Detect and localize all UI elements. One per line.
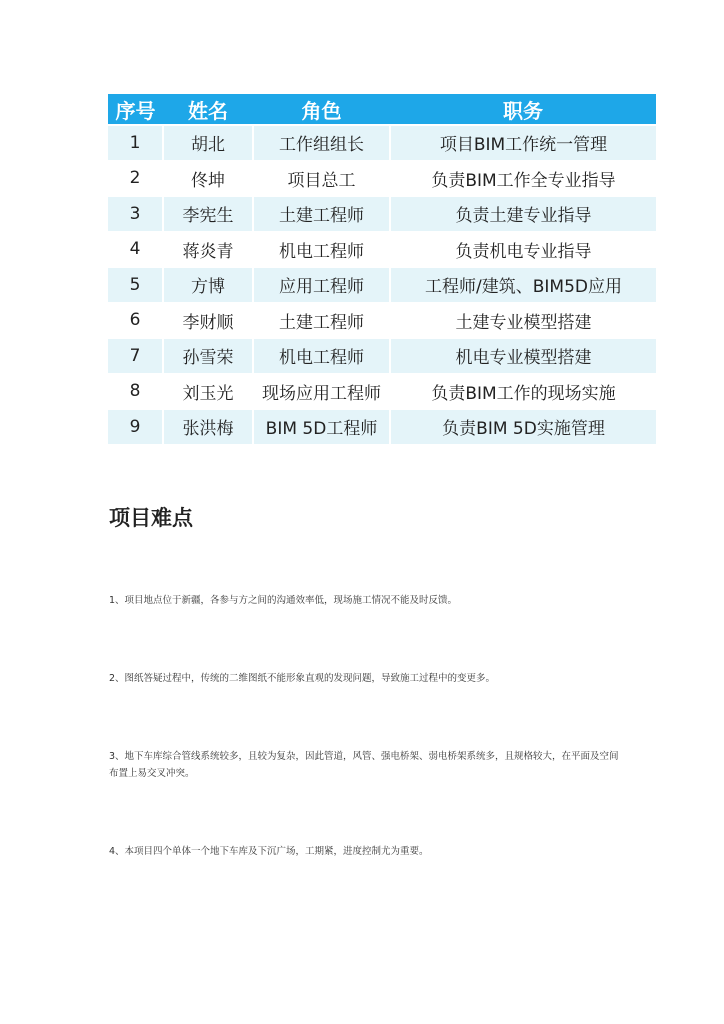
table-row xyxy=(108,374,656,410)
paragraph: 3、地下车库综合管线系统较多，且较为复杂，因此管道，风管、强电桥架、弱电桥架系统多，且规格较大，在平面及空间布置上易交叉冲突。 xyxy=(109,751,619,779)
cell-role: 机电工程师 xyxy=(253,232,390,268)
paragraph: 1、项目地点位于新疆，各参与方之间的沟通效率低，现场施工情况不能及时反馈。 xyxy=(109,595,458,606)
section-title: 项目难点 xyxy=(109,506,193,530)
cell-index: 6 xyxy=(108,303,163,339)
cell-role: 应用工程师 xyxy=(253,267,390,303)
table-header xyxy=(108,94,656,125)
cell-role: 土建工程师 xyxy=(253,303,390,339)
cell-index: 4 xyxy=(108,232,163,268)
cell-duty: 负责机电专业指导 xyxy=(390,232,656,268)
cell-index: 7 xyxy=(108,338,163,374)
cell-duty: 负责BIM工作的现场实施 xyxy=(390,374,656,410)
table-row xyxy=(108,125,656,161)
cell-duty: 项目BIM工作统一管理 xyxy=(390,125,656,161)
table-row xyxy=(108,196,656,232)
table-header-row xyxy=(108,94,656,125)
cell-duty: 负责BIM工作全专业指导 xyxy=(390,161,656,197)
cell-index: 3 xyxy=(108,196,163,232)
cell-duty: 负责BIM 5D实施管理 xyxy=(390,409,656,444)
cell-name: 李宪生 xyxy=(163,196,253,232)
paragraph: 2、图纸答疑过程中，传统的二维图纸不能形象直观的发现问题，导致施工过程中的变更多。 xyxy=(109,673,496,684)
cell-role: 现场应用工程师 xyxy=(253,374,390,410)
cell-index: 1 xyxy=(108,125,163,161)
header-name: 姓名 xyxy=(163,94,253,125)
cell-index: 9 xyxy=(108,409,163,444)
cell-name: 李财顺 xyxy=(163,303,253,339)
paragraph: 4、本项目四个单体一个地下车库及下沉广场，工期紧，进度控制尤为重要。 xyxy=(109,846,429,857)
table-body xyxy=(108,125,656,444)
cell-name: 孙雪荣 xyxy=(163,338,253,374)
cell-duty: 工程师/建筑、BIM5D应用 xyxy=(390,267,656,303)
table-row xyxy=(108,232,656,268)
cell-role: 项目总工 xyxy=(253,161,390,197)
table-row xyxy=(108,303,656,339)
cell-index: 2 xyxy=(108,161,163,197)
cell-name: 方博 xyxy=(163,267,253,303)
team-table xyxy=(108,94,656,444)
cell-name: 蒋炎青 xyxy=(163,232,253,268)
cell-name: 张洪梅 xyxy=(163,409,253,444)
cell-index: 8 xyxy=(108,374,163,410)
cell-role: 土建工程师 xyxy=(253,196,390,232)
table-row xyxy=(108,267,656,303)
cell-role: BIM 5D工程师 xyxy=(253,409,390,444)
cell-duty: 负责土建专业指导 xyxy=(390,196,656,232)
cell-role: 工作组组长 xyxy=(253,125,390,161)
cell-role: 机电工程师 xyxy=(253,338,390,374)
table-row xyxy=(108,161,656,197)
header-role: 角色 xyxy=(253,94,390,125)
cell-name: 刘玉光 xyxy=(163,374,253,410)
cell-duty: 土建专业模型搭建 xyxy=(390,303,656,339)
cell-name: 佟坤 xyxy=(163,161,253,197)
cell-name: 胡北 xyxy=(163,125,253,161)
cell-index: 5 xyxy=(108,267,163,303)
cell-duty: 机电专业模型搭建 xyxy=(390,338,656,374)
table-row xyxy=(108,338,656,374)
header-index: 序号 xyxy=(108,94,163,125)
header-duty: 职务 xyxy=(390,94,656,125)
table-row xyxy=(108,409,656,444)
